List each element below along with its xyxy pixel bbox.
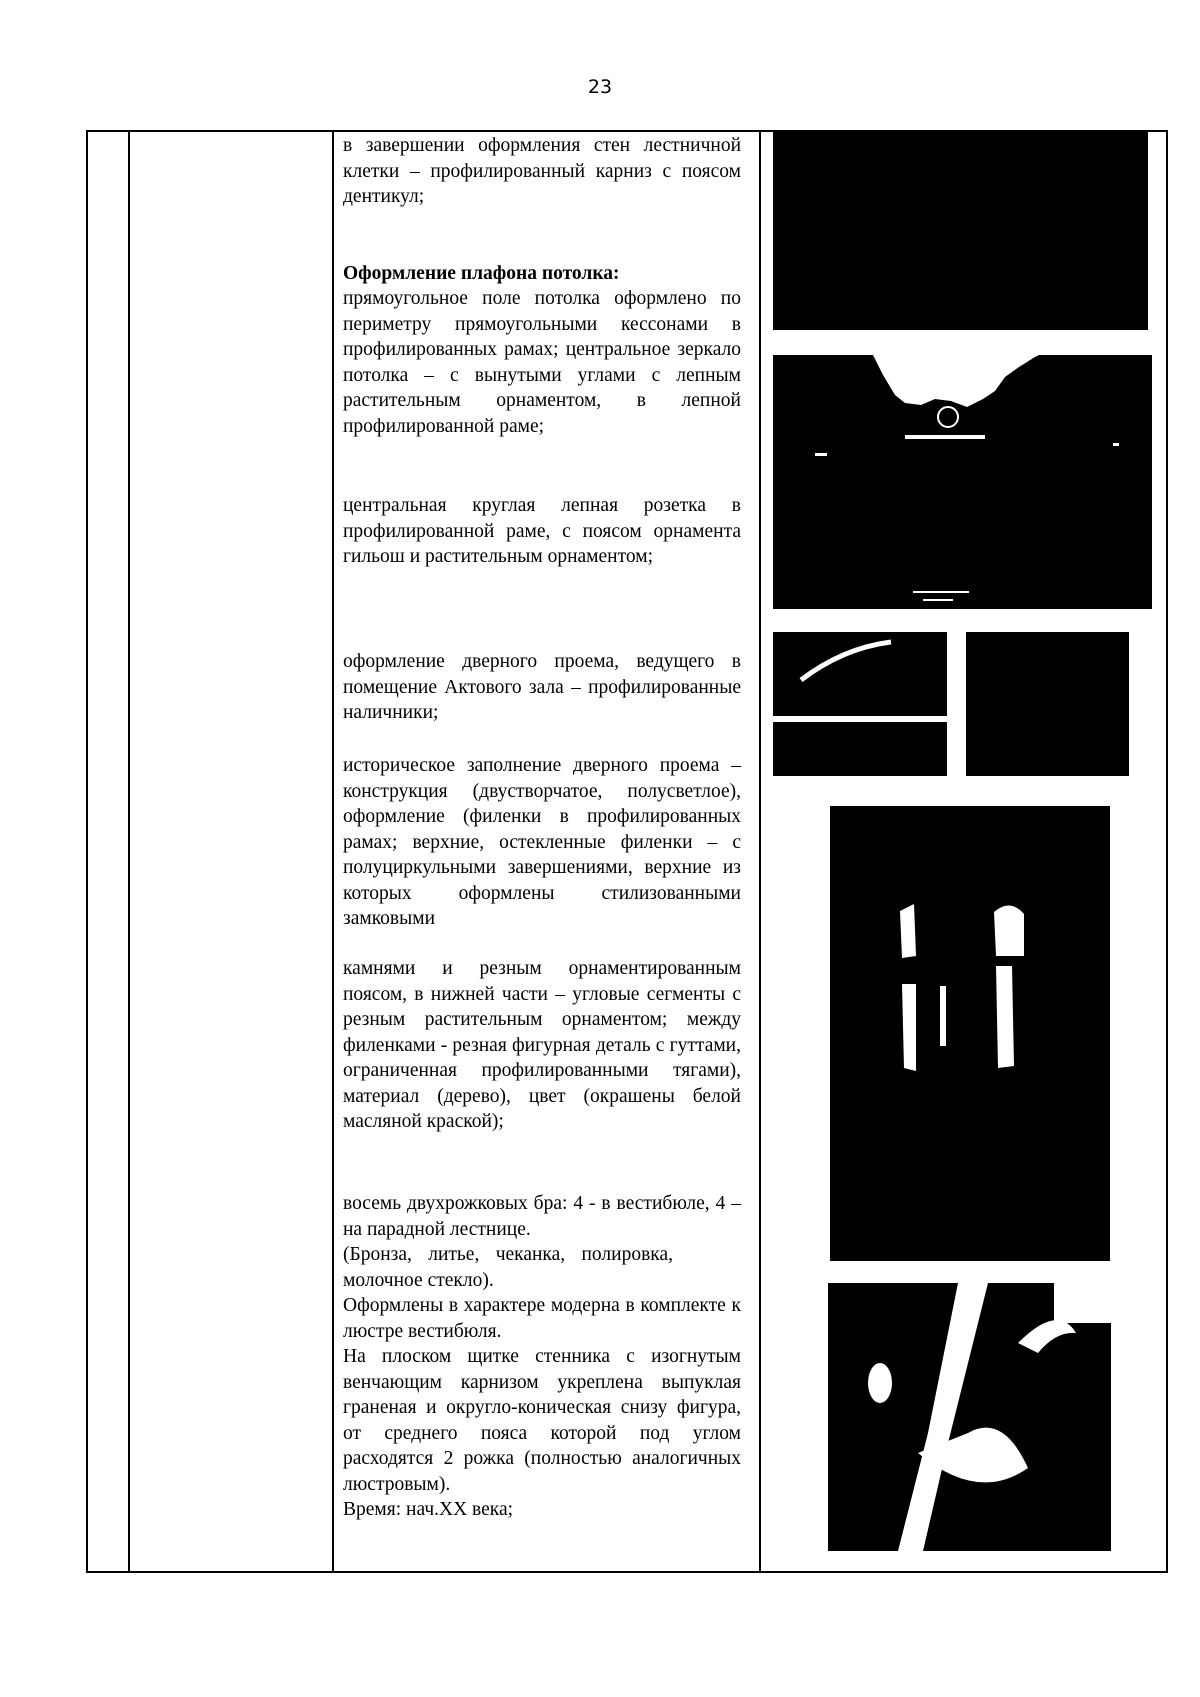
doorway-photo-left bbox=[773, 632, 955, 776]
rosette-paragraph: центральная круглая лепная розетка в профилированной раме, с поясом орнамента гильош и растительным орнаментом; bbox=[343, 495, 741, 567]
cornice-paragraph: в завершении оформления стен лестничной клетки – профилированный карниз с поясом дентикул; bbox=[343, 135, 741, 207]
table-column-rule bbox=[332, 130, 334, 1573]
table-bottom-rule bbox=[86, 1571, 1168, 1573]
table-column-rule bbox=[759, 130, 761, 1573]
doorway-paragraph: оформление дверного проема, ведущего в помещение Актового зала – профилированные наличники; bbox=[343, 651, 741, 723]
cornice-photo bbox=[773, 131, 1148, 330]
door-photo bbox=[830, 806, 1110, 1261]
table-column-rule bbox=[1166, 130, 1168, 1573]
doorway-photo-right bbox=[966, 632, 1129, 776]
sconce-photo bbox=[828, 1283, 1111, 1551]
ceiling-heading: Оформление плафона потолка: bbox=[343, 263, 620, 284]
door-filling-continued-paragraph: камнями и резным орнаментированным поясом, в нижней части – угловые сегменты с резным растительным орнаментом; между филенками - резная фигурная деталь с гуттами, ограниченная профилированными тягами), материал (дерево), цвет (окрашены белой масляной краской); bbox=[343, 958, 741, 1132]
ceiling-paragraph: прямоугольное поле потолка оформлено по периметру прямоугольными кессонами в профилированных рамах; центральное зеркало потолка – с вынутыми углами с лепным растительным орнаментом, в лепной профилированной раме; bbox=[343, 288, 741, 437]
table-column-rule bbox=[128, 130, 130, 1573]
sconces-paragraph: восемь двухрожковых бра: 4 - в вестибюле, 4 – на парадной лестнице. bbox=[343, 1193, 741, 1240]
ceiling-photo bbox=[773, 355, 1152, 609]
date-paragraph: Время: нач.XX века; bbox=[343, 1499, 514, 1520]
table-column-rule bbox=[86, 130, 88, 1573]
page-number: 23 bbox=[587, 76, 613, 98]
sconces-style-paragraph: Оформлены в характере модерна в комплекте к люстре вестибюля. bbox=[343, 1295, 741, 1342]
sconces-description-paragraph: На плоском щитке стенника с изогнутым венчающим карнизом укреплена выпуклая граненая и округло-коническая снизу фигура, от среднего пояса которой под углом расходятся 2 рожка (полностью аналогичных люстровым). bbox=[343, 1346, 741, 1495]
sconces-material-paragraph: (Бронза, литье, чеканка, полировка, молочное стекло). bbox=[343, 1244, 673, 1291]
door-filling-paragraph: историческое заполнение дверного проема – конструкция (двустворчатое, полусветлое), оформление (филенки в профилированных рамах; верхние, остекленные филенки – с полуциркульными завершениями, верхние из которых оформлены стилизованными замковыми bbox=[343, 755, 741, 929]
